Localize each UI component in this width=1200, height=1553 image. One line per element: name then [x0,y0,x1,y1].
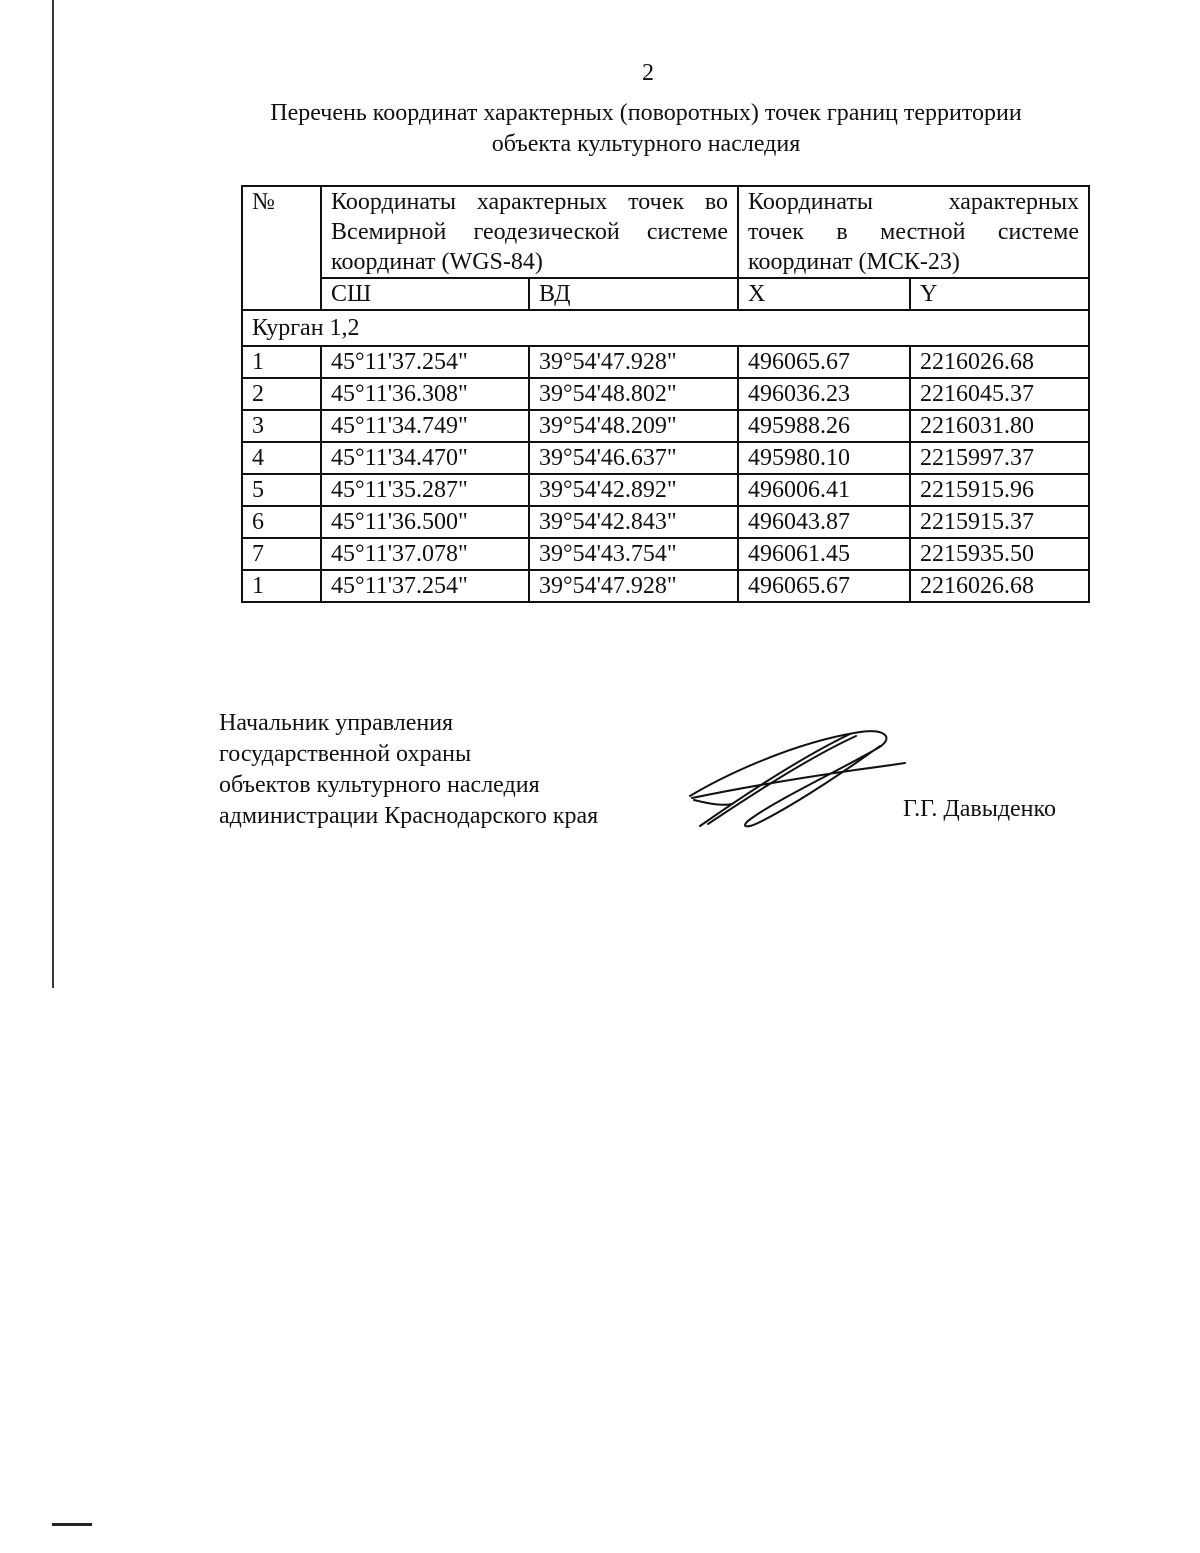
table-header-row [242,186,1089,278]
y-cell: 2215915.96 [910,474,1089,506]
point-number: 4 [242,442,321,474]
point-number: 7 [242,538,321,570]
y-cell: 2215935.50 [910,538,1089,570]
latitude-cell: 45°11'35.287" [321,474,529,506]
table-subheader-row [242,278,1089,310]
table-row [242,506,1089,538]
y-cell: 2216026.68 [910,570,1089,602]
header-wgs-line-2: Всемирной геодезической системе [331,219,728,245]
point-number: 5 [242,474,321,506]
header-wgs-cell [321,186,738,278]
longitude-cell: 39°54'46.637" [529,442,738,474]
table-row [242,346,1089,378]
longitude-cell: 39°54'42.892" [529,474,738,506]
latitude-cell: 45°11'34.470" [321,442,529,474]
point-number: 3 [242,410,321,442]
longitude-cell: 39°54'48.209" [529,410,738,442]
header-lon-cell: ВД [529,278,738,310]
position-line-2: государственной охраны [219,741,472,767]
table-row [242,410,1089,442]
header-wgs-line-1: Координаты характерных точек во [331,189,728,215]
header-lat-cell: СШ [321,278,529,310]
title-line-2: объекта культурного наследия [491,131,801,157]
header-x-cell: X [738,278,910,310]
header-number-cell: № [242,186,321,310]
signatory-position [219,708,598,832]
position-line-3: объектов культурного наследия [219,772,540,798]
left-margin-rule [52,0,54,988]
table-row [242,570,1089,602]
y-cell: 2215997.37 [910,442,1089,474]
x-cell: 495988.26 [738,410,910,442]
header-wgs-line-3: координат (WGS-84) [331,249,543,275]
point-number: 1 [242,570,321,602]
y-cell: 2216045.37 [910,378,1089,410]
x-cell: 496043.87 [738,506,910,538]
longitude-cell: 39°54'48.802" [529,378,738,410]
latitude-cell: 45°11'36.308" [321,378,529,410]
header-msk-line-3: координат (МСК-23) [748,249,960,275]
latitude-cell: 45°11'36.500" [321,506,529,538]
table-row [242,474,1089,506]
table-row [242,378,1089,410]
latitude-cell: 45°11'34.749" [321,410,529,442]
footer-rule [52,1523,92,1526]
section-row [242,310,1089,346]
table-row [242,442,1089,474]
handwritten-signature [680,718,910,833]
x-cell: 495980.10 [738,442,910,474]
latitude-cell: 45°11'37.254" [321,570,529,602]
x-cell: 496006.41 [738,474,910,506]
section-label: Курган 1,2 [242,310,1089,346]
header-msk-cell [738,186,1089,278]
latitude-cell: 45°11'37.078" [321,538,529,570]
title-line-1: Перечень координат характерных (поворотных) точек границ территории [270,100,1022,126]
signatory-name: Г.Г. Давыденко [903,796,1056,822]
x-cell: 496061.45 [738,538,910,570]
latitude-cell: 45°11'37.254" [321,346,529,378]
header-msk-line-2: точек в местной системе [748,219,1080,245]
position-line-1: Начальник управления [219,710,454,736]
header-y-cell: Y [910,278,1089,310]
header-msk-line-1: Координаты характерных [748,189,1080,215]
point-number: 1 [242,346,321,378]
document-title [240,98,1052,160]
y-cell: 2216026.68 [910,346,1089,378]
longitude-cell: 39°54'42.843" [529,506,738,538]
point-number: 6 [242,506,321,538]
longitude-cell: 39°54'47.928" [529,570,738,602]
longitude-cell: 39°54'43.754" [529,538,738,570]
position-line-4: администрации Краснодарского края [219,803,599,829]
y-cell: 2215915.37 [910,506,1089,538]
point-number: 2 [242,378,321,410]
coordinates-table [241,185,1090,603]
x-cell: 496065.67 [738,570,910,602]
x-cell: 496065.67 [738,346,910,378]
table-row [242,538,1089,570]
longitude-cell: 39°54'47.928" [529,346,738,378]
page-number: 2 [642,60,654,86]
y-cell: 2216031.80 [910,410,1089,442]
x-cell: 496036.23 [738,378,910,410]
